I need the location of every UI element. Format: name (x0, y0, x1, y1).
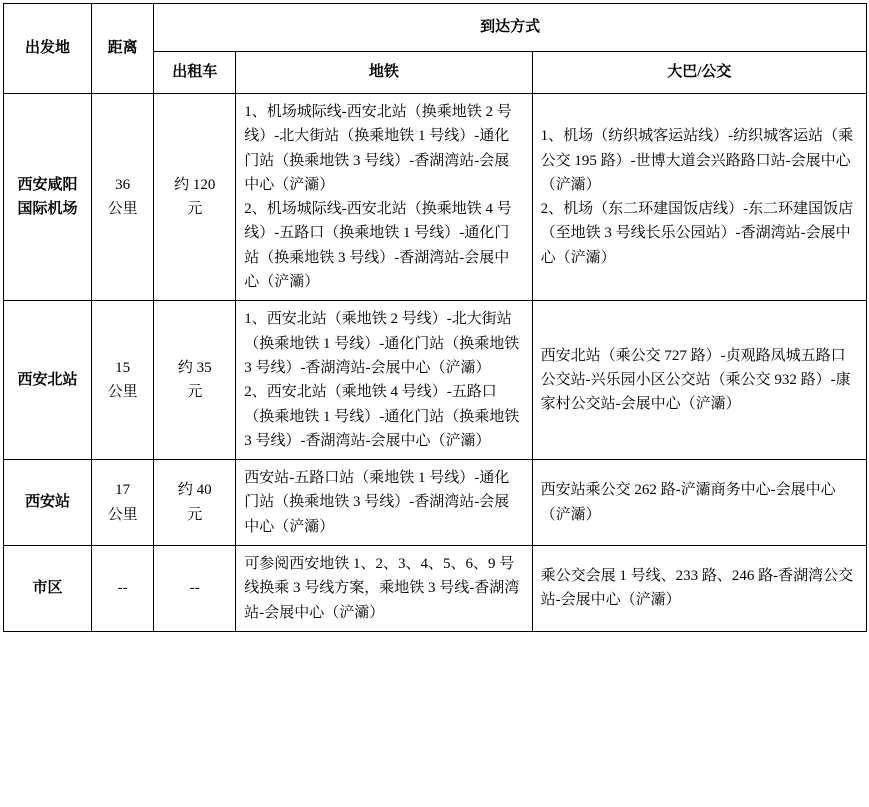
metro-option: 1、西安北站（乘地铁 2 号线）-北大街站（换乘地铁 1 号线）-通化门站（换乘地铁 3 号线）-香湖湾站-会展中心（浐灞） (244, 311, 520, 376)
taxi-fare-value: 约 40 (177, 482, 212, 499)
header-arrival-method: 到达方式 (154, 4, 867, 52)
table-row (4, 546, 867, 632)
header-bus: 大巴/公交 (532, 52, 866, 94)
cell-origin: 西安咸阳国际机场 (4, 94, 92, 301)
bus-option: 1、机场（纺织城客运站线）-纺织城客运站（乘公交 195 路）-世博大道会兴路路口站-会展中心（浐灞） (540, 128, 854, 193)
distance-value: 36 (115, 176, 131, 193)
taxi-fare-unit: 元 (187, 506, 203, 523)
cell-distance: -- (92, 546, 154, 632)
cell-metro (236, 301, 532, 460)
cell-distance (92, 460, 154, 546)
cell-taxi: -- (154, 546, 236, 632)
bus-option: 乘公交会展 1 号线、233 路、246 路-香湖湾公交站-会展中心（浐灞） (540, 568, 854, 609)
metro-option: 2、西安北站（乘地铁 4 号线）-五路口（换乘地铁 1 号线）-通化门站（换乘地铁 3 号线）-香湖湾站-会展中心（浐灞） (244, 384, 520, 449)
table-row (4, 301, 867, 460)
distance-value: 15 (115, 359, 131, 376)
header-taxi: 出租车 (154, 52, 236, 94)
distance-value: 17 (115, 482, 131, 499)
table-row (4, 460, 867, 546)
table-header-row-top (4, 4, 867, 52)
distance-unit: 公里 (107, 506, 138, 523)
cell-bus (532, 546, 866, 632)
bus-option: 2、机场（东二环建国饭店线）-东二环建国饭店（至地铁 3 号线长乐公园站）-香湖湾站-会展中心（浐灞） (540, 201, 854, 266)
header-distance: 距离 (92, 4, 154, 94)
cell-distance (92, 301, 154, 460)
cell-taxi (154, 301, 236, 460)
metro-option: 2、机场城际线-西安北站（换乘地铁 4 号线）-五路口（换乘地铁 1 号线）-通化门站（换乘地铁 3 号线）-香湖湾站-会展中心（浐灞） (244, 201, 512, 291)
bus-option: 西安北站（乘公交 727 路）-贞观路凤城五路口公交站-兴乐园小区公交站（乘公交 932 路）-康家村公交站-会展中心（浐灞） (540, 347, 851, 413)
metro-option: 西安站-五路口站（乘地铁 1 号线）-通化门站（换乘地铁 3 号线）-香湖湾站-会展中心（浐灞） (244, 470, 510, 535)
cell-metro (236, 94, 532, 301)
transport-routes-table (3, 3, 867, 632)
header-metro: 地铁 (236, 52, 532, 94)
metro-option: 可参阅西安地铁 1、2、3、4、5、6、9 号线换乘 3 号线方案，乘地铁 3 号线-香湖湾站-会展中心（浐灞） (244, 556, 520, 621)
cell-bus (532, 301, 866, 460)
cell-origin: 西安站 (4, 460, 92, 546)
distance-unit: 公里 (107, 201, 138, 218)
taxi-fare-value: 约 120 (174, 176, 216, 193)
bus-option: 西安站乘公交 262 路-浐灞商务中心-会展中心（浐灞） (540, 482, 836, 523)
cell-origin: 西安北站 (4, 301, 92, 460)
cell-metro (236, 460, 532, 546)
taxi-fare-unit: 元 (187, 384, 203, 401)
cell-bus (532, 94, 866, 301)
metro-option: 1、机场城际线-西安北站（换乘地铁 2 号线）-北大街站（换乘地铁 1 号线）-通化门站（换乘地铁 3 号线）-香湖湾站-会展中心（浐灞） (244, 104, 512, 193)
taxi-fare-unit: 元 (187, 201, 203, 218)
table-row (4, 94, 867, 301)
cell-taxi (154, 94, 236, 301)
cell-bus (532, 460, 866, 546)
distance-unit: 公里 (107, 384, 138, 401)
cell-distance (92, 94, 154, 301)
header-origin: 出发地 (4, 4, 92, 94)
cell-metro (236, 546, 532, 632)
cell-taxi (154, 460, 236, 546)
taxi-fare-value: 约 35 (177, 359, 212, 376)
cell-origin: 市区 (4, 546, 92, 632)
